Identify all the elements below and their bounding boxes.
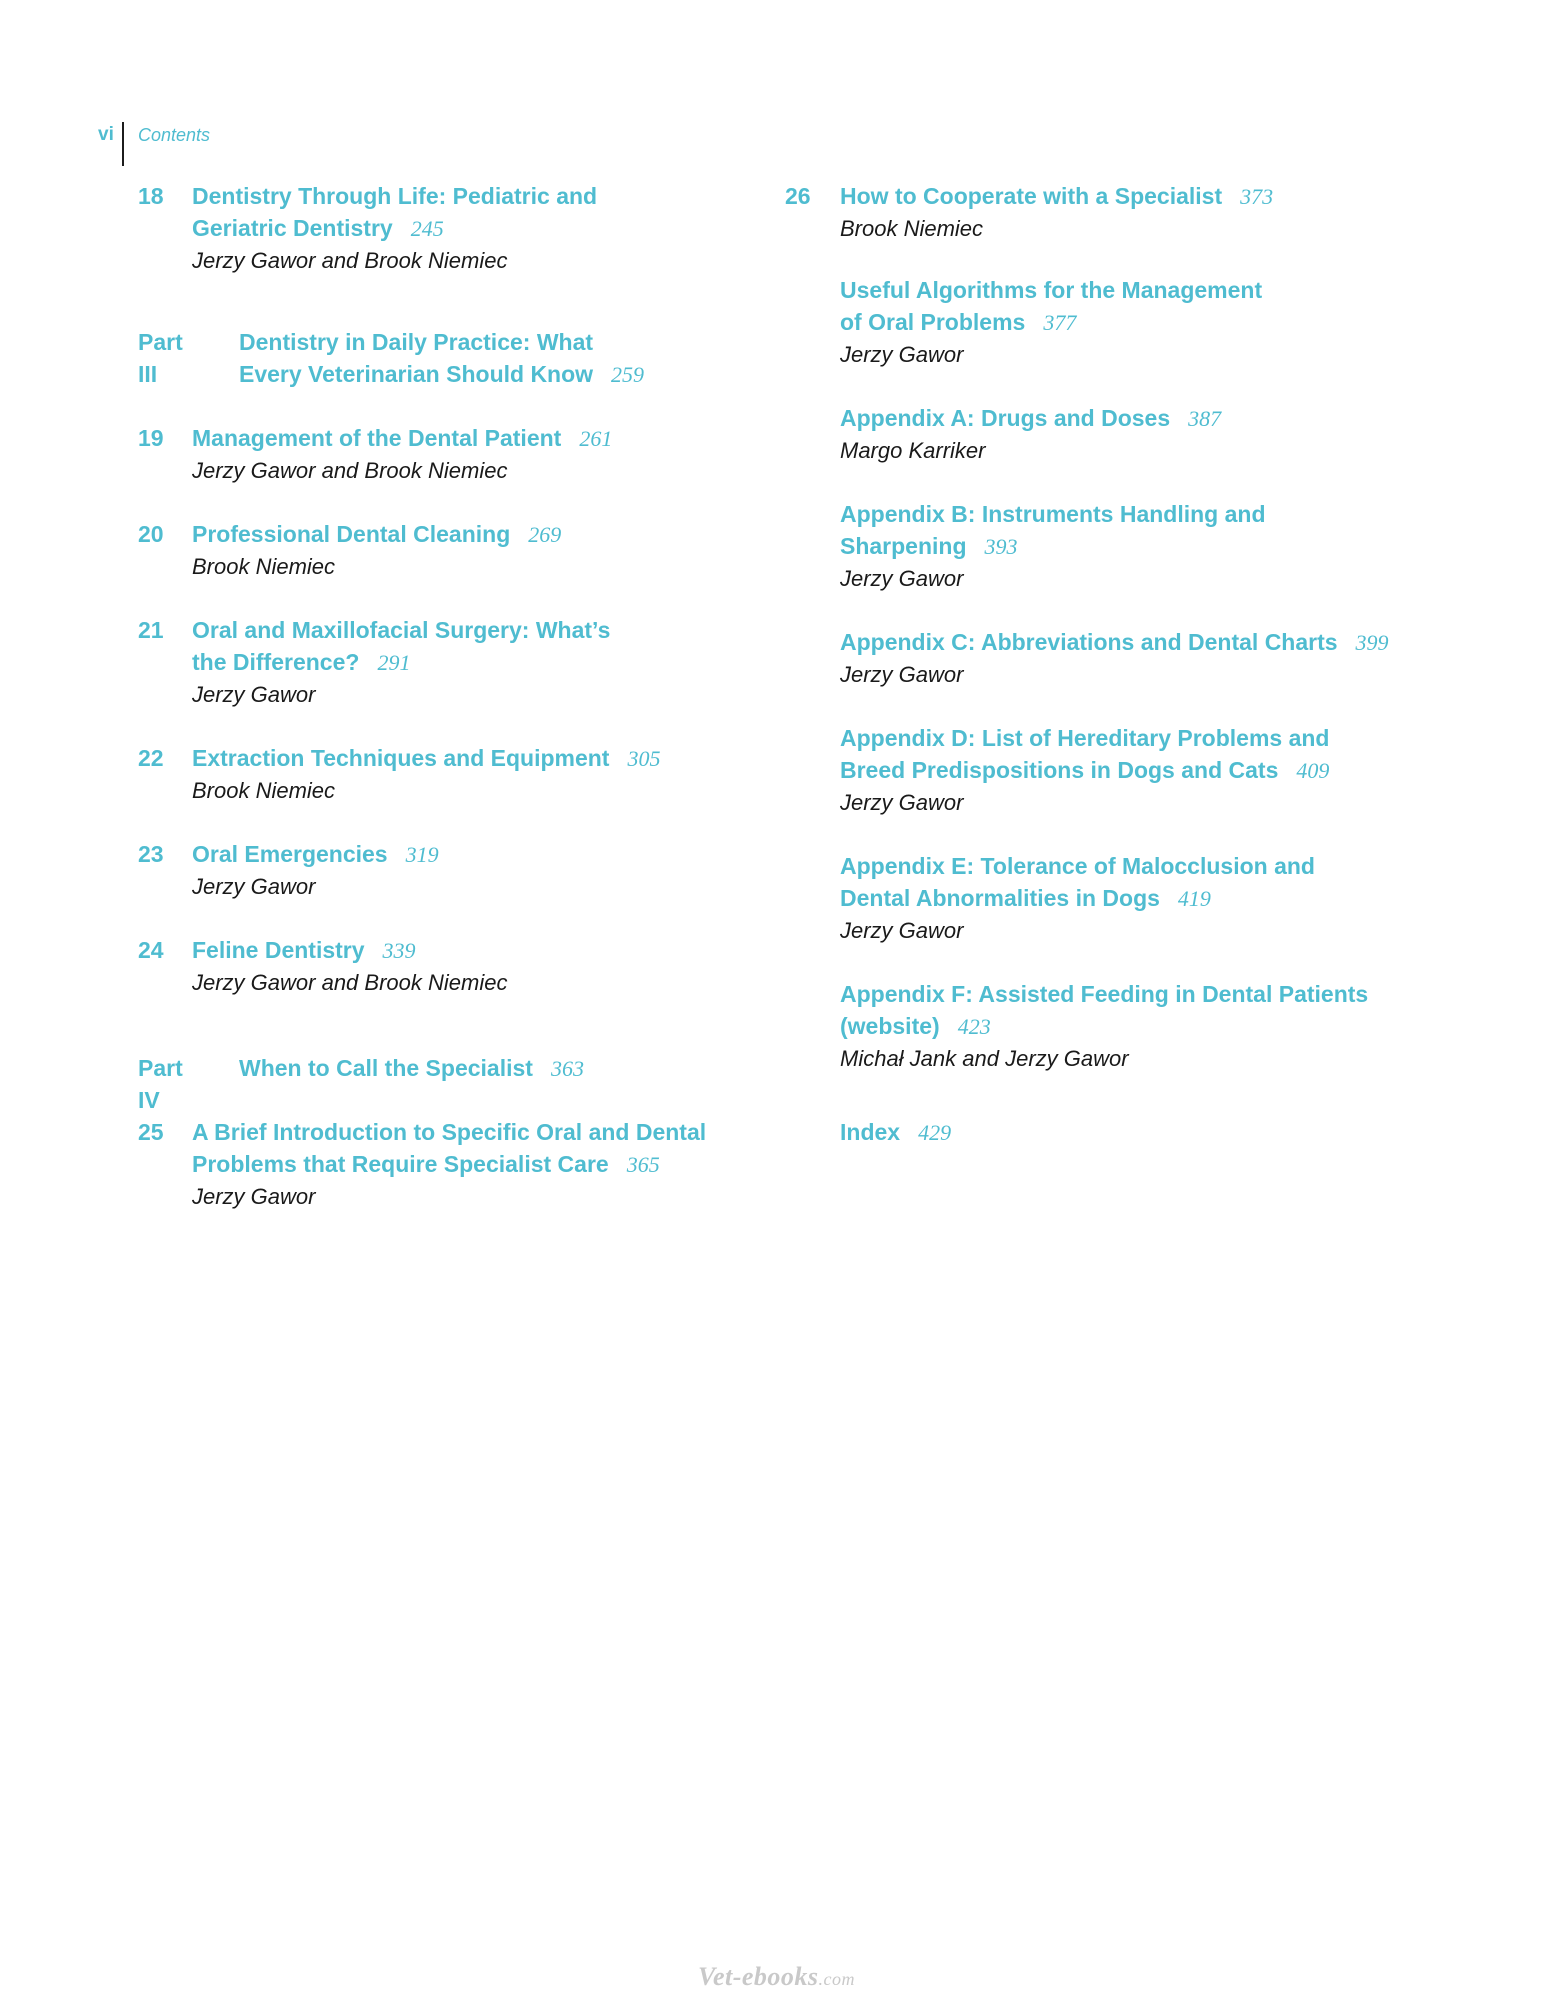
page-ref[interactable]: 373 xyxy=(1240,184,1274,209)
page-ref[interactable]: 423 xyxy=(957,1014,991,1039)
entry-body xyxy=(239,1052,584,1085)
chapter-title-line[interactable] xyxy=(840,882,1315,915)
chapter-number: 18 xyxy=(138,183,164,209)
page-ref[interactable]: 365 xyxy=(626,1152,660,1177)
chapter-authors: Jerzy Gawor and Brook Niemiec xyxy=(192,248,508,273)
chapter-title-text: Geriatric Dentistry xyxy=(192,215,393,241)
chapter-title-line[interactable] xyxy=(192,518,561,551)
chapter-title-line[interactable] xyxy=(840,274,1262,306)
chapter-title-line[interactable] xyxy=(192,614,610,646)
chapter-number: 22 xyxy=(138,745,164,771)
chapter-title-text: Dentistry in Daily Practice: What xyxy=(239,329,594,355)
chapter-title-line[interactable] xyxy=(239,1052,584,1085)
entry-body xyxy=(239,326,644,391)
chapter-title-text: Sharpening xyxy=(840,533,967,559)
chapter-title-text: (website) xyxy=(840,1013,940,1039)
chapter-title-line[interactable] xyxy=(840,402,1221,435)
chapter-title-text: Dentistry Through Life: Pediatric and xyxy=(192,183,598,209)
chapter-title-line[interactable] xyxy=(840,722,1329,754)
chapter-title-text: Oral and Maxillofacial Surgery: What’s xyxy=(192,617,611,643)
chapter-authors: Jerzy Gawor and Brook Niemiec xyxy=(192,458,508,483)
page-ref[interactable]: 291 xyxy=(377,650,411,675)
chapter-title-line[interactable] xyxy=(192,1116,706,1148)
chapter-title-text: of Oral Problems xyxy=(840,309,1026,335)
chapter-title-line[interactable] xyxy=(840,498,1266,530)
entry-body xyxy=(840,274,1262,371)
chapter-title-line[interactable] xyxy=(192,1148,706,1181)
entry-body xyxy=(192,838,439,903)
entry-body xyxy=(192,934,507,999)
entry-body xyxy=(192,1116,706,1213)
page-ref[interactable]: 245 xyxy=(410,216,444,241)
page-ref[interactable]: 419 xyxy=(1177,886,1211,911)
page-ref[interactable]: 261 xyxy=(579,426,613,451)
chapter-title-text: Appendix A: Drugs and Doses xyxy=(840,405,1171,431)
chapter-title-line[interactable] xyxy=(192,422,612,455)
chapter-authors: Jerzy Gawor xyxy=(840,662,964,687)
chapter-title-text: Appendix E: Tolerance of Malocclusion and xyxy=(840,853,1315,879)
page-ref[interactable]: 319 xyxy=(405,842,439,867)
chapter-title-line[interactable] xyxy=(239,326,644,358)
chapter-authors: Brook Niemiec xyxy=(192,554,336,579)
page-ref[interactable]: 429 xyxy=(918,1120,952,1145)
chapter-title-line[interactable] xyxy=(192,212,597,245)
watermark-text: Vet-ebooks xyxy=(698,1962,819,1991)
page-ref[interactable]: 387 xyxy=(1188,406,1222,431)
chapter-number: 19 xyxy=(138,425,164,451)
entry-body xyxy=(840,498,1266,595)
part-number: Part III xyxy=(138,329,183,387)
chapter-number: 25 xyxy=(138,1119,164,1145)
chapter-authors: Jerzy Gawor xyxy=(192,874,316,899)
entry-body xyxy=(840,626,1389,691)
chapter-title-line[interactable] xyxy=(840,1010,1368,1043)
page-ref[interactable]: 269 xyxy=(528,522,562,547)
chapter-title-text: Feline Dentistry xyxy=(192,937,365,963)
chapter-title-text: When to Call the Specialist xyxy=(239,1055,533,1081)
chapter-title-line[interactable] xyxy=(840,978,1368,1010)
chapter-number: 20 xyxy=(138,521,164,547)
page-ref[interactable]: 409 xyxy=(1296,758,1330,783)
part-number: Part IV xyxy=(138,1055,183,1113)
entry-body xyxy=(192,614,610,711)
entry-body xyxy=(192,422,612,487)
watermark-logo xyxy=(698,1962,855,1992)
chapter-title-text: Breed Predispositions in Dogs and Cats xyxy=(840,757,1279,783)
page-ref[interactable]: 399 xyxy=(1355,630,1389,655)
chapter-authors: Jerzy Gawor xyxy=(840,566,964,591)
chapter-title-line[interactable] xyxy=(192,180,597,212)
chapter-authors: Margo Karriker xyxy=(840,438,986,463)
entry-body xyxy=(840,180,1273,245)
chapter-title-text: A Brief Introduction to Specific Oral and Dental xyxy=(192,1119,707,1145)
chapter-title-text: Appendix F: Assisted Feeding in Dental Patients xyxy=(840,981,1369,1007)
chapter-authors: Jerzy Gawor xyxy=(192,1184,316,1209)
page-ref[interactable]: 305 xyxy=(627,746,661,771)
chapter-title-text: Appendix D: List of Hereditary Problems and xyxy=(840,725,1330,751)
chapter-title-text: Management of the Dental Patient xyxy=(192,425,562,451)
chapter-title-text: Oral Emergencies xyxy=(192,841,388,867)
chapter-title-line[interactable] xyxy=(840,754,1329,787)
chapter-title-line[interactable] xyxy=(840,180,1273,213)
entry-body xyxy=(840,402,1221,467)
entry-body xyxy=(840,1116,951,1149)
chapter-title-line[interactable] xyxy=(840,1116,951,1149)
chapter-number: 26 xyxy=(785,183,811,209)
chapter-title-text: Extraction Techniques and Equipment xyxy=(192,745,610,771)
chapter-title-text: Professional Dental Cleaning xyxy=(192,521,511,547)
chapter-authors: Jerzy Gawor xyxy=(192,682,316,707)
page-ref[interactable]: 259 xyxy=(611,362,645,387)
header-divider xyxy=(122,122,124,166)
chapter-title-line[interactable] xyxy=(239,358,644,391)
entry-body xyxy=(192,518,561,583)
chapter-title-text: the Difference? xyxy=(192,649,360,675)
watermark-domain: .com xyxy=(818,1969,856,1989)
running-title: Contents xyxy=(138,125,211,145)
chapter-authors: Jerzy Gawor xyxy=(840,790,964,815)
page-number: vi xyxy=(98,124,114,145)
chapter-title-text: Dental Abnormalities in Dogs xyxy=(840,885,1160,911)
chapter-title-text: How to Cooperate with a Specialist xyxy=(840,183,1223,209)
entry-body xyxy=(192,742,660,807)
chapter-title-text: Appendix C: Abbreviations and Dental Charts xyxy=(840,629,1338,655)
chapter-authors: Jerzy Gawor xyxy=(840,918,964,943)
page-ref[interactable]: 363 xyxy=(550,1056,584,1081)
chapter-authors: Jerzy Gawor and Brook Niemiec xyxy=(192,970,508,995)
entry-body xyxy=(840,850,1315,947)
chapter-title-text: Problems that Require Specialist Care xyxy=(192,1151,609,1177)
entry-body xyxy=(192,180,597,277)
chapter-title-line[interactable] xyxy=(840,306,1262,339)
chapter-title-text: Appendix B: Instruments Handling and xyxy=(840,501,1266,527)
chapter-title-line[interactable] xyxy=(192,934,507,967)
chapter-authors: Jerzy Gawor xyxy=(840,342,964,367)
chapter-number: 23 xyxy=(138,841,164,867)
chapter-title-line[interactable] xyxy=(840,626,1389,659)
chapter-title-line[interactable] xyxy=(840,850,1315,882)
chapter-number: 21 xyxy=(138,617,164,643)
chapter-title-line[interactable] xyxy=(840,530,1266,563)
entry-body xyxy=(840,722,1329,819)
chapter-title-text: Useful Algorithms for the Management xyxy=(840,277,1263,303)
page-ref[interactable]: 377 xyxy=(1043,310,1077,335)
chapter-title-text: Index xyxy=(840,1119,901,1145)
chapter-authors: Brook Niemiec xyxy=(192,778,336,803)
chapter-title-line[interactable] xyxy=(192,838,439,871)
page-ref[interactable]: 393 xyxy=(984,534,1018,559)
chapter-title-text: Every Veterinarian Should Know xyxy=(239,361,594,387)
chapter-authors: Michał Jank and Jerzy Gawor xyxy=(840,1046,1129,1071)
page-ref[interactable]: 339 xyxy=(382,938,416,963)
chapter-number: 24 xyxy=(138,937,164,963)
chapter-authors: Brook Niemiec xyxy=(840,216,984,241)
chapter-title-line[interactable] xyxy=(192,646,610,679)
entry-body xyxy=(840,978,1368,1075)
chapter-title-line[interactable] xyxy=(192,742,660,775)
